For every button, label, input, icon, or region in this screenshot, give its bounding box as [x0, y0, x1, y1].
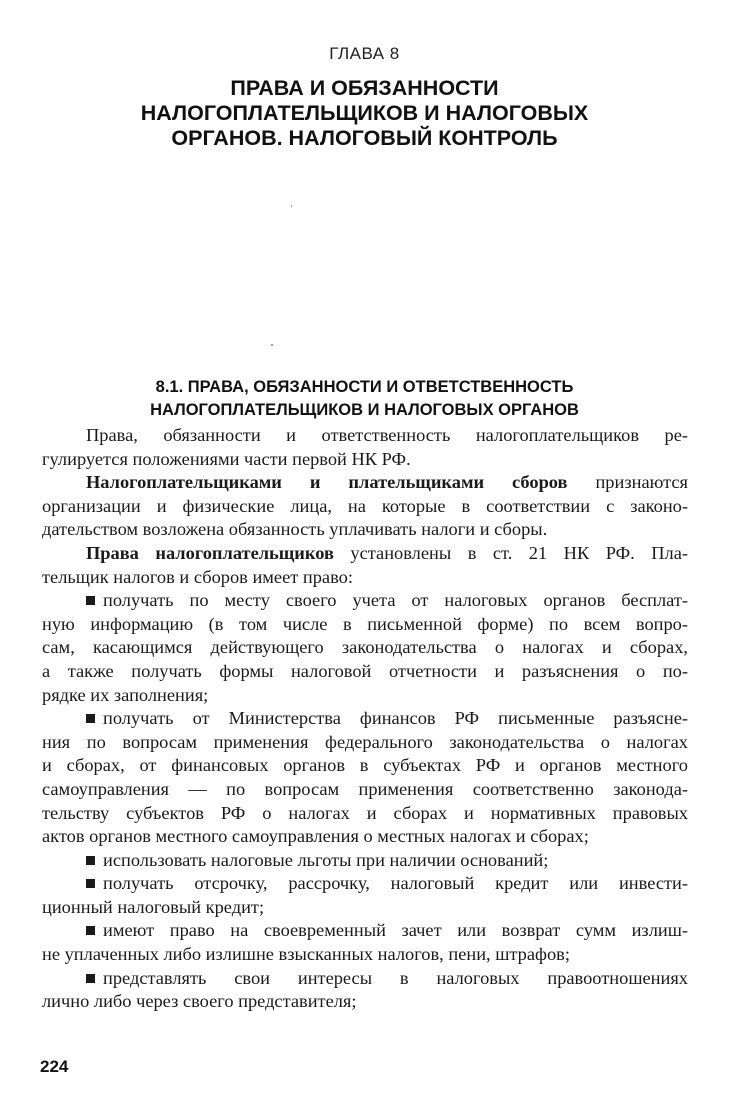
- bullet-item: [42, 849, 688, 873]
- bullet-text: получать от Министерства финансов РФ письменные разъясне-: [103, 708, 688, 729]
- chapter-label: ГЛАВА 8: [329, 44, 400, 63]
- square-bullet-icon: [86, 926, 95, 935]
- page-number: 224: [40, 1057, 69, 1076]
- bullet-line: ную информацию (в том числе в письменной форме) по всем вопро-: [42, 613, 688, 634]
- bullet-text: получать по месту своего учета от налоговых органов бесплат-: [103, 590, 688, 611]
- bullet-line: и сборах, от финансовых органов в субъектах РФ и органов местного: [42, 755, 688, 776]
- bullet-line: лично либо через своего представителя;: [42, 991, 357, 1012]
- bullet-line: актов органов местного самоуправления о местных налогах и сборах;: [42, 826, 589, 847]
- bullet-line: а также получать формы налоговой отчетности и разъяснения о по-: [42, 660, 688, 681]
- chapter-title-line: ОРГАНОВ. НАЛОГОВЫЙ КОНТРОЛЬ: [171, 126, 558, 150]
- paragraph-line: дательством возложена обязанность уплачивать налоги и сборы.: [42, 519, 548, 540]
- bullet-line: тельству субъектов РФ о налогах и сборах и нормативных правовых: [42, 802, 688, 823]
- bullet-text: использовать налоговые льготы при наличии оснований;: [103, 849, 549, 870]
- square-bullet-icon: [86, 596, 95, 605]
- paragraph-text: установлены в ст. 21 НК РФ. Пла-: [333, 542, 688, 563]
- chapter-title-line: НАЛОГОПЛАТЕЛЬЩИКОВ И НАЛОГОВЫХ: [140, 101, 589, 125]
- bullet-text: имеют право на своевременный зачет или возврат сумм излиш-: [103, 920, 688, 941]
- bullet-line: самоуправления — по вопросам применения соответственно законода-: [42, 778, 688, 799]
- square-bullet-icon: [86, 856, 95, 865]
- section-title-line: 8.1. ПРАВА, ОБЯЗАННОСТИ И ОТВЕТСТВЕННОСТЬ: [155, 378, 574, 396]
- bullet-line: ния по вопросам применения федерального законодательства о налогах: [42, 731, 688, 752]
- paragraph-line: [42, 471, 688, 495]
- scan-speck: [271, 344, 273, 346]
- paragraph-line: [42, 542, 688, 566]
- chapter-title-line: ПРАВА И ОБЯЗАННОСТИ: [230, 76, 499, 100]
- square-bullet-icon: [86, 714, 95, 723]
- bullet-line: рядке их заполнения;: [42, 684, 209, 705]
- term-bold: Налогоплательщиками и плательщиками сборов: [86, 472, 568, 493]
- bullet-item: [42, 872, 688, 896]
- term-bold: Права налогоплательщиков: [86, 542, 334, 563]
- bullet-text: представлять свои интересы в налоговых правоотношениях: [103, 967, 688, 988]
- bullet-item: [42, 919, 688, 943]
- chapter-title: [60, 76, 669, 151]
- section-title-line: НАЛОГОПЛАТЕЛЬЩИКОВ И НАЛОГОВЫХ ОРГАНОВ: [150, 401, 579, 419]
- scan-speck: [291, 205, 292, 207]
- bullet-line: ционный налоговый кредит;: [42, 896, 265, 917]
- square-bullet-icon: [86, 974, 95, 983]
- bullet-item: [42, 589, 688, 613]
- paragraph-text: признаются: [567, 472, 688, 493]
- bullet-text: получать отсрочку, рассрочку, налоговый кредит или инвести-: [103, 873, 688, 894]
- paragraph-line: тельщик налогов и сборов имеет право:: [42, 566, 353, 587]
- paragraph-line: Права, обязанности и ответственность налогоплательщиков ре-: [86, 425, 688, 445]
- bullet-item: [42, 707, 688, 731]
- paragraph-line: организации и физические лица, на которые в соответствии с законо-: [42, 495, 688, 516]
- bullet-line: не уплаченных либо излишне взысканных налогов, пени, штрафов;: [42, 944, 570, 965]
- bullet-item: [42, 967, 688, 991]
- section-title: [60, 376, 669, 422]
- square-bullet-icon: [86, 879, 95, 888]
- paragraph-line: гулируется положениями части первой НК РФ.: [42, 448, 411, 469]
- bullet-line: сам, касающимся действующего законодательства о налогах и сборах,: [42, 637, 688, 658]
- body-text: [42, 424, 688, 1014]
